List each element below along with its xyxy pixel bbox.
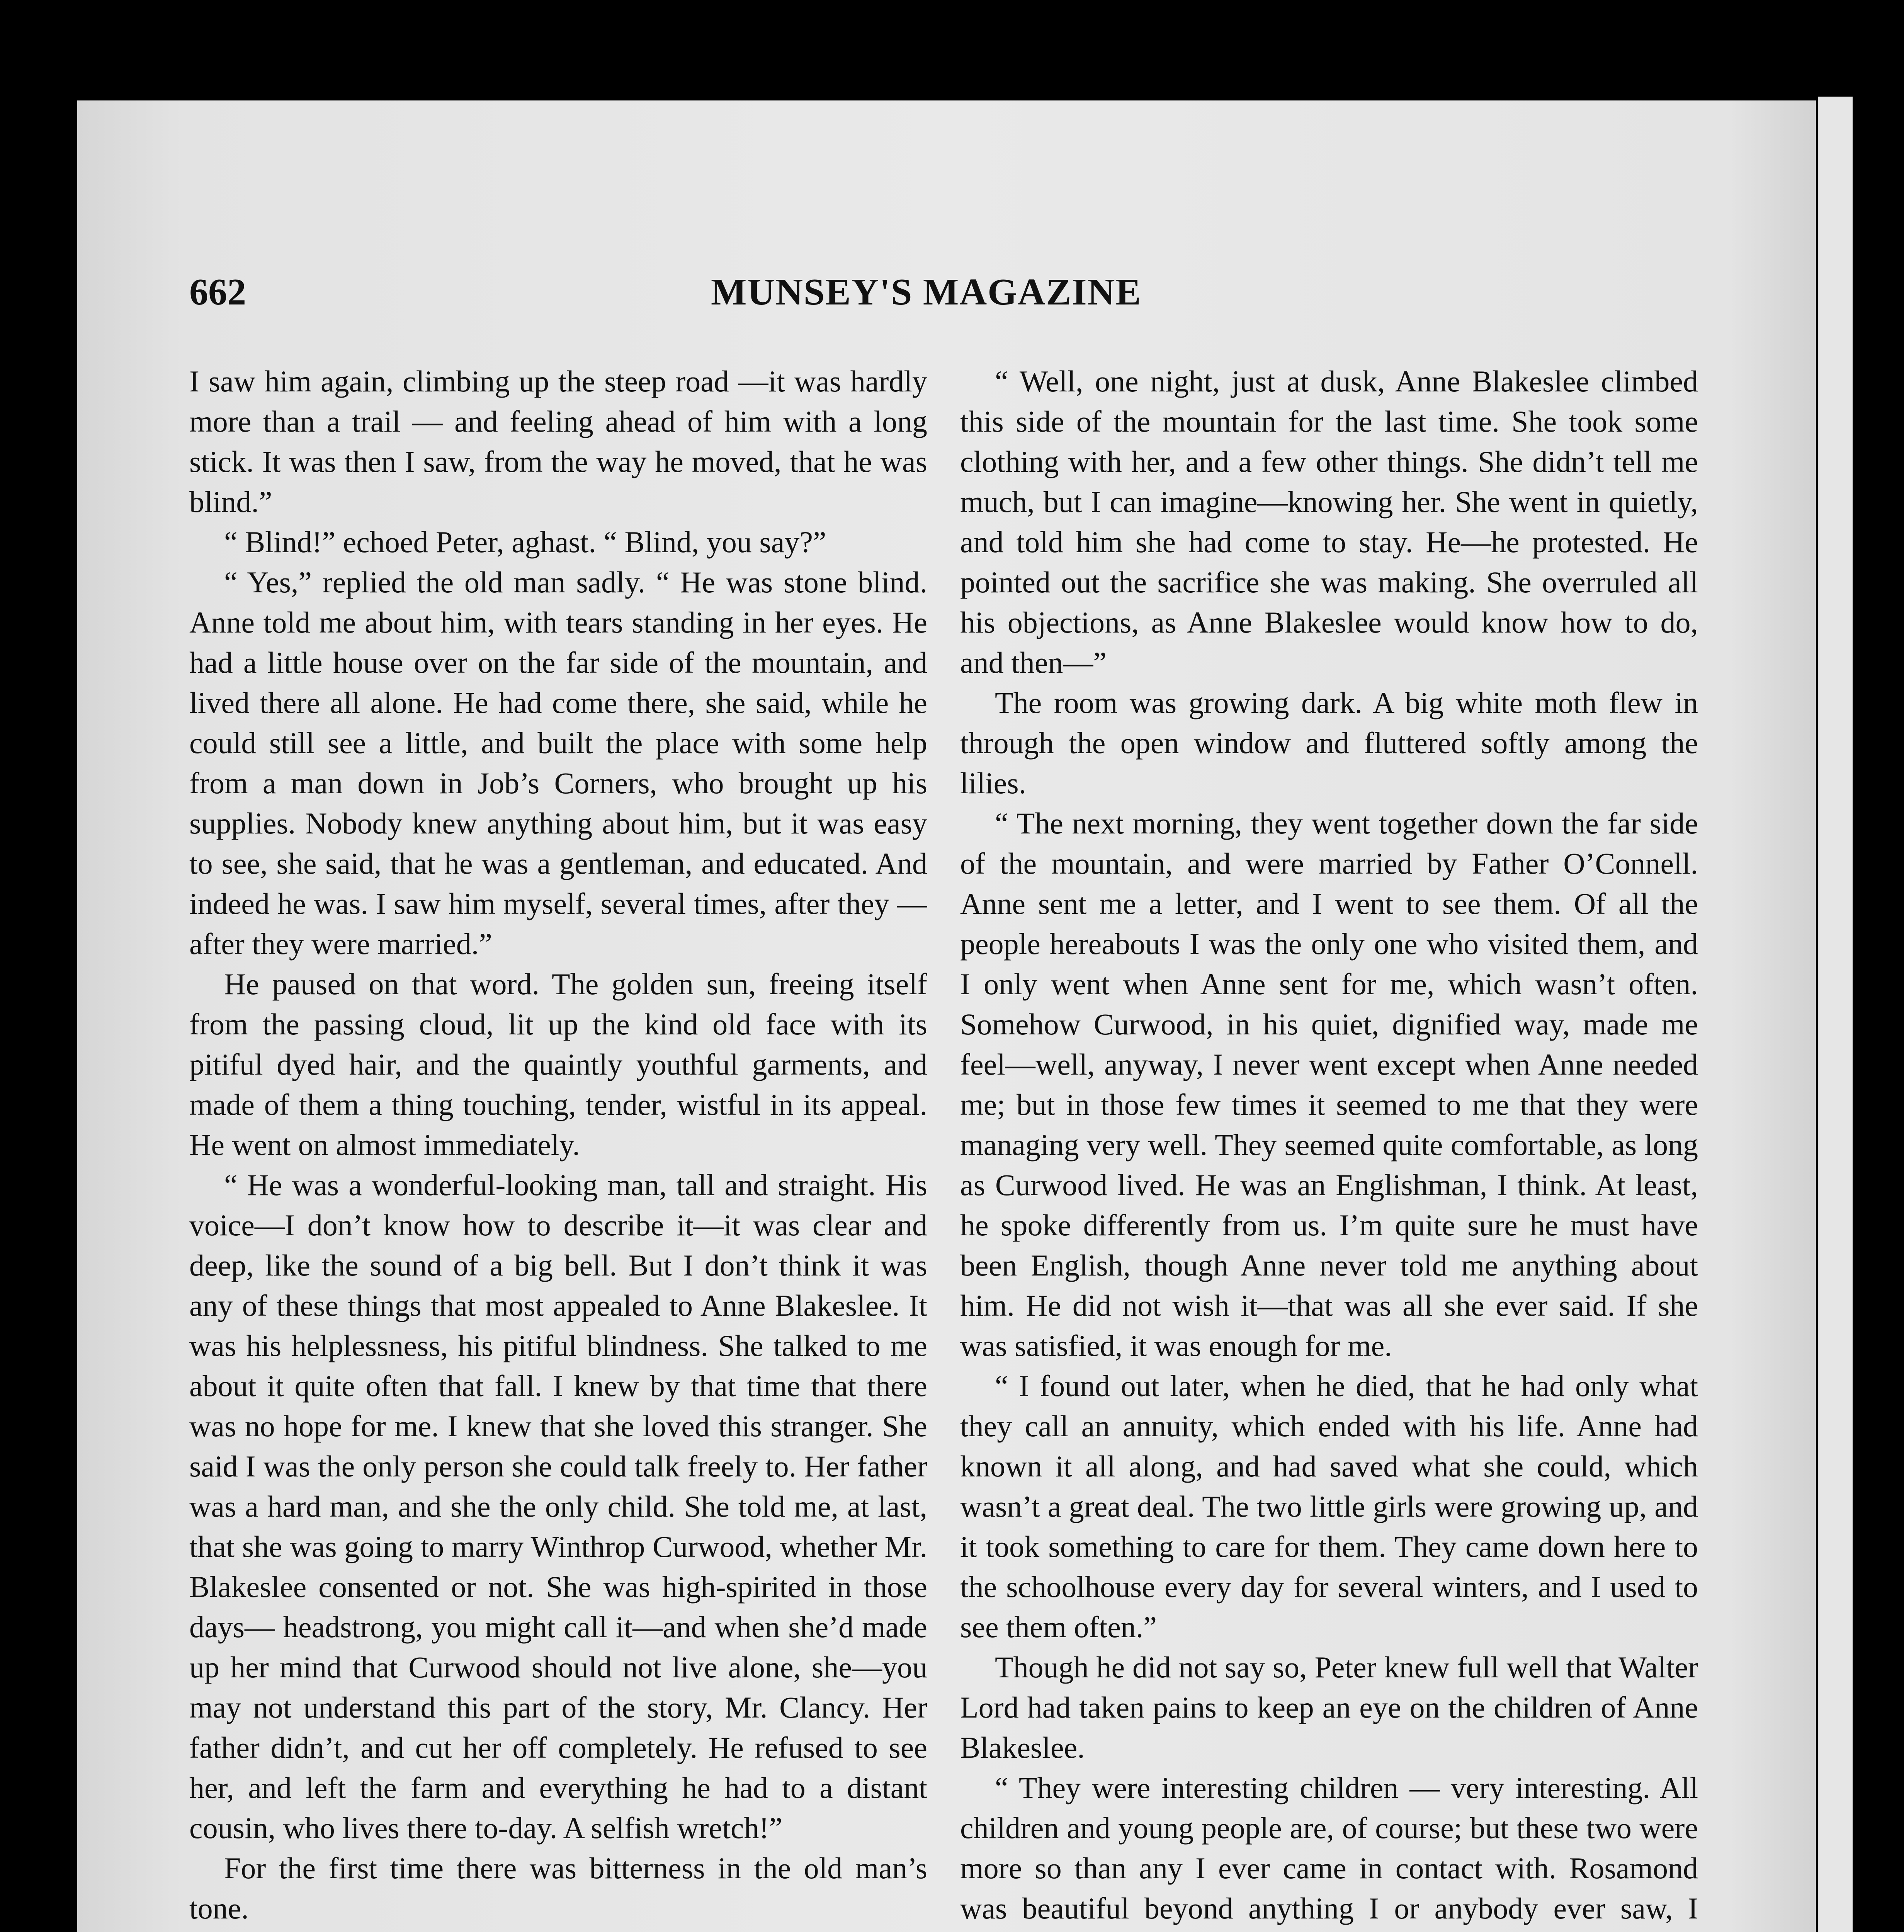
paragraph: He paused on that word. The golden sun, freeing itself from the passing cloud, lit up the kind old face with its pitiful dyed hair, and the quaintly youthful garments, and made of them a thing touching, tender, wistful in its appeal. He went on almost immediately. [189,967,927,1162]
paragraph: The room was growing dark. A big white moth flew in through the open window and fluttered softly among the lilies. [960,686,1698,800]
paragraph: For the first time there was bitterness in the old man’s tone. [189,1851,927,1925]
paragraph: “ Yes,” replied the old man sadly. “ He was stone blind. Anne told me about him, with tears standing in her eyes. He had a little house over on the far side of the mountain, and lived there all alone. He had come there, she said, while he could still see a little, and built the place with some help from a man down in Job’s Corners, who brought up his supplies. Nobody knew anything about him, but it was easy to see, she said, that he was a gentleman, and educated. And indeed he was. I saw him myself, several times, after they —after they were married.” [189,565,927,961]
page-number: 662 [189,271,246,313]
paragraph: Though he did not say so, Peter knew full well that Walter Lord had taken pains to keep an eye on the children of Anne Blakeslee. [960,1650,1698,1764]
paragraph: “ Blind!” echoed Peter, aghast. “ Blind, you say?” [224,525,826,559]
running-head: MUNSEY'S MAGAZINE [711,271,1142,313]
facing-page-edge [1818,97,1853,1932]
paragraph: I saw him again, climbing up the steep road —it was hardly more than a trail — and feeling ahead of him with a long stick. It was then I saw, from the way he moved, that he was blind.” [189,364,927,519]
paragraph: “ I found out later, when he died, that he had only what they call an annuity, which ended with his life. Anne had known it all along, and had saved what she could, which wasn’t a great deal. The two little girls were growing up, and it took something to care for them. They came down here to the schoolhouse every day for several winters, and I used to see them often.” [960,1369,1698,1644]
page-header [189,270,1719,325]
left-column [189,361,927,1932]
paragraph: “ They were interesting children — very interesting. All children and young people are, of course; but these two were more so than any I ever came in contact with. Rosamond was beautiful beyond anything I or anybody ever saw, I [960,1771,1698,1925]
paragraph: “ Well, one night, just at dusk, Anne Blakeslee climbed this side of the mountain for the last time. She took some clothing with her, and a few other things. She didn’t tell me much, but I can imagine—knowing her. She went in quietly, and told him she had come to stay. He—he protested. He pointed out the sacrifice she was making. She overruled all his objections, as Anne Blakeslee would know how to do, and then—” [960,364,1698,679]
paragraph [189,1929,927,1932]
right-column [960,361,1698,1932]
paragraph: “ He was a wonderful-looking man, tall and straight. His voice—I don’t know how to describe it—it was clear and deep, like the sound of a big bell. But I don’t think it was any of these things that most appealed to Anne Blakeslee. It was his helplessness, his pitiful blindness. She talked to me about it quite often that fall. I knew by that time that there was no hope for me. I knew that she loved this stranger. She said I was the only person she could talk freely to. Her father was a hard man, and she the only child. She told me, at last, that she was going to marry Winthrop Curwood, whether Mr. Blakeslee consented or not. She was high-spirited in those days— headstrong, you might call it—and when she’d made up her mind that Curwood should not live alone, she—you may not understand this part of the story, Mr. Clancy. Her father didn’t, and cut her off completely. He refused to see her, and left the farm and everything he had to a distant cousin, who lives there to-day. A selfish wretch!” [189,1168,927,1845]
paragraph: “ The next morning, they went together down the far side of the mountain, and were married by Father O’Connell. Anne sent me a letter, and I went to see them. Of all the people hereabouts I was the only one who visited them, and I only went when Anne sent for me, which wasn’t often. Somehow Curwood, in his quiet, dignified way, made me feel—well, anyway, I never went except when Anne needed me; but in those few times it seemed to me that they were managing very well. They seemed quite comfortable, as long as Curwood lived. He was an Englishman, I think. At least, he spoke differently from us. I’m quite sure he must have been English, though Anne never told me anything about him. He did not wish it—that was all she ever said. If she was satisfied, it was enough for me. [960,806,1698,1362]
